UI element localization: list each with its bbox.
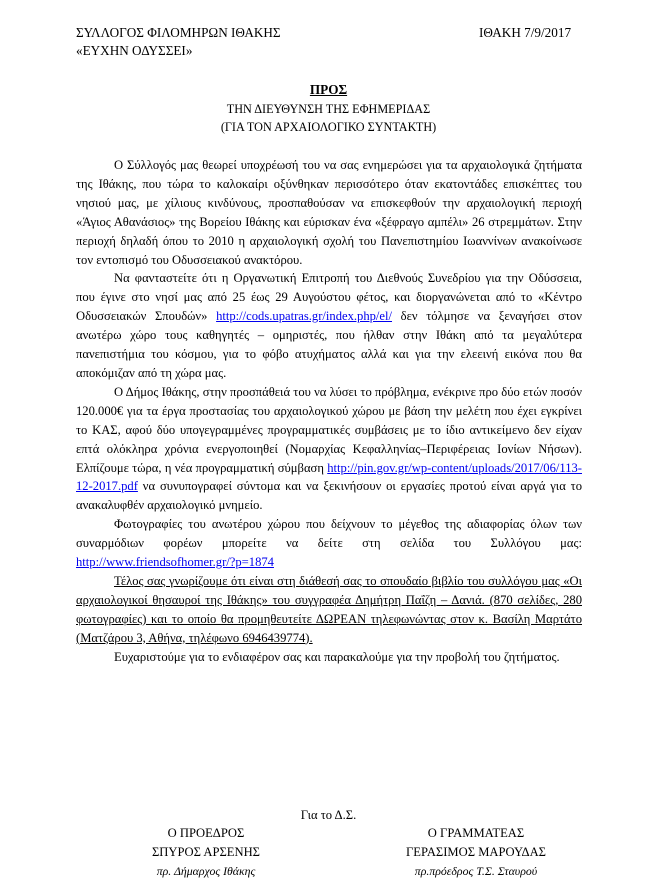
place-date: ΙΘΑΚΗ 7/9/2017	[479, 25, 572, 40]
paragraph-2-text-b: δεν τόλμησε να ξεναγήσει στον ανωτέρω χώρο τους καθηγητές – ομηριστές, που ήλθαν στην Ιθάκη από τα μεγαλύτερα πανεπιστήμια του κόσμου, για το φόβο ατυχήματος αλλά και για την ελεεινή εικόνα που θα αποκόμιζαν από τη χώρα μας.	[76, 309, 582, 380]
letterhead	[76, 24, 281, 60]
recipient-block	[0, 100, 657, 136]
recipient-line-2: (ΓΙΑ ΤΟΝ ΑΡΧΑΙΟΛΟΓΙΚΟ ΣΥΝΤΑΚΤΗ)	[220, 120, 437, 134]
paragraph-3-text-b: να συνυπογραφεί σύντομα και να ξεκινήσουν οι εργασίες προτού είναι αργά για το ανακαλυφθέν αρχαιολογικό μνημείο.	[76, 479, 583, 513]
paragraph-2-text-a: Να φανταστείτε ότι η Οργανωτική Επιτροπή του Διεθνούς Συνεδρίου για την Οδύσσεια, που έγινε στο νησί μας από 25 έως 29 Αυγούστου φέτος, και διοργανώνεται από το «Κέντρο Οδυσσειακών Σπουδών»	[76, 271, 582, 324]
signature-secretary	[366, 824, 586, 881]
paragraph-3-text-a: Ο Δήμος Ιθάκης, στην προσπάθειά του να λύσει το πρόβλημα, ενέκρινε προ δύο ετών ποσόν 120.000€ για τα έργα προστασίας του αρχαιολογικού χώρου με βάση την μελέτη που έχει εγκρίνει το ΚΑΣ, αφού δύο υπογεγραμμένες προγραμματικές συμβάσεις με το ίδιο αντικείμενο δεν είχαν επτά ολόκληρα χρόνια ενεργοποιηθεί (Νομαρχίας Κεφαλληνίας–Περιφέρειας Ιονίων Νήσων). Ελπίζουμε τώρα, η νέα προγραμματική σύμβαση	[76, 384, 582, 475]
secretary-title: Ο ΓΡΑΜΜΑΤΕΑΣ	[427, 826, 525, 840]
president-role: πρ. Δήμαρχος Ιθάκης	[156, 864, 256, 878]
letter-body	[76, 156, 582, 666]
paragraph-1: Ο Σύλλογός μας θεωρεί υποχρέωσή του να σας ενημερώσει για τα αρχαιολογικά ζητήματα της Ιθάκης, που τώρα το καλοκαίρι οξύνθηκαν περισσότερο όταν εκατοντάδες επισκέπτες του νησιού μας, με χίλιους κινδύνους, προσπαθούσαν να επισκεφθούν την αρχαιολογική περιοχή «Άγιος Αθανάσιος» της Βορείου Ιθάκης και εύρισκαν ένα «ξέφραγο αμπέλι» 26 στρεμμάτων. Στην περιοχή δηλαδή όπου το 2010 η αρχαιολογική σχολή του Πανεπιστημίου Ιωαννίνων ανακοίνωσε τον εντοπισμό του Οδυσσειακού ανακτόρου.	[76, 158, 582, 267]
signature-for-board: Για το Δ.Σ.	[300, 808, 357, 822]
paragraph-6: Ευχαριστούμε για το ενδιαφέρον σας και παρακαλούμε για την προβολή του ζητήματος.	[114, 649, 560, 664]
president-title: Ο ΠΡΟΕΔΡΟΣ	[167, 826, 245, 840]
pin-contract-link[interactable]: http://pin.gov.gr/wp-content/uploads/2017/06/113-12-2017.pdf	[76, 460, 582, 494]
recipient-line-1: ΤΗΝ ΔΙΕΥΘΥΝΣΗ ΤΗΣ ΕΦΗΜΕΡΙΔΑΣ	[226, 102, 431, 116]
paragraph-5: Τέλος σας γνωρίζουμε ότι είναι στη διάθεσή σας το σπουδαίο βιβλίο του συλλόγου μας «Οι αρχαιολογικοί θησαυροί της Ιθάκης» του συγγραφέα Δημήτρη Παΐζη – Δανιά. (870 σελίδες, 280 φωτογραφίες) και το οποίο θα προμηθευτείτε ΔΩΡΕΑΝ τηλεφωνώντας στον κ. Βασίλη Μαρτάτο (Ματζάρου 3, Αθήνα, τηλέφωνο 6946439774).	[76, 573, 582, 645]
secretary-role: πρ.πρόεδρος Τ.Σ. Σταυρού	[414, 864, 538, 878]
signature-president	[96, 824, 316, 881]
paragraph-3	[76, 383, 582, 515]
cods-link[interactable]: http://cods.upatras.gr/index.php/el/	[216, 309, 393, 324]
org-motto: «ΕΥΧΗΝ ΟΔΥΣΣΕΙ»	[76, 43, 193, 58]
paragraph-2	[76, 269, 582, 382]
friendsofhomer-link[interactable]: http://www.friendsofhomer.gr/?p=1874	[76, 555, 274, 570]
recipient-label: ΠΡΟΣ	[309, 82, 348, 97]
president-name: ΣΠΥΡΟΣ ΑΡΣΕΝΗΣ	[151, 845, 261, 859]
paragraph-4-text: Φωτογραφίες του ανωτέρου χώρου που δείχνουν το μέγεθος της αδιαφορίας όλων των συναρμόδιων φορέων μπορείτε να δείτε στη σελίδα του Συλλόγου μας:	[76, 517, 582, 551]
org-name: ΣΥΛΛΟΓΟΣ ΦΙΛΟΜΗΡΩΝ ΙΘΑΚΗΣ	[76, 25, 281, 40]
secretary-name: ΓΕΡΑΣΙΜΟΣ ΜΑΡΟΥΔΑΣ	[405, 845, 547, 859]
paragraph-4	[76, 515, 582, 572]
